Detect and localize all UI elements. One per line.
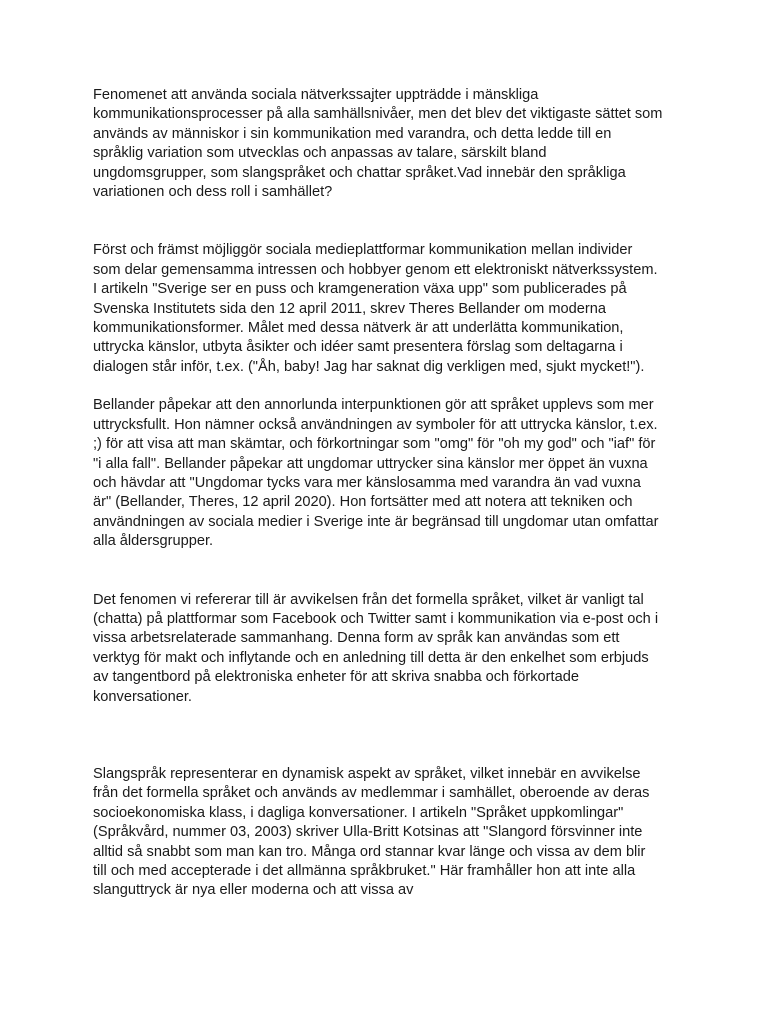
paragraph-spacer xyxy=(93,552,663,591)
paragraph-spacer xyxy=(93,377,663,396)
paragraph-slang: Slangspråk representerar en dynamisk aspekt av språket, vilket innebär en avvikelse från det formella språket och används av medlemmar i samhället, oberoende av deras socioekonomiska klass, i dagliga konversationer. I artikeln "Språket uppkomlingar" (Språkvård, nummer 03, 2003) skriver Ulla-Britt Kotsinas att "Slangord försvinner inte alltid så snabbt som man kan tro. Många ord stannar kvar länge och vissa av dem blir till och med accepterade i det allmänna språkbruket." Här framhåller hon att inte alla slanguttryck är nya eller moderna och att vissa av xyxy=(93,765,650,899)
paragraph-spacer xyxy=(93,202,663,241)
paragraph-spacer xyxy=(93,707,663,765)
paragraph-bellander: Bellander påpekar att den annorlunda interpunktionen gör att språket upplevs som mer uttrycksfullt. Hon nämner också användningen av symboler för att uttrycka känslor, t.ex. ;) för att visa att man skämtar, och förkortningar som "omg" för "oh my god" och "iaf" för "i alla fall". Bellander påpekar att ungdomar uttrycker sina känslor mer öppet än vuxna och hävdar att "Ungdomar tycks vara mer känslosamma med varandra än vad vuxna är" (Bellander, Theres, 12 april 2020). Hon fortsätter med att notera att tekniken och användningen av sociala medier i Sverige inte är begränsad till ungdomar utan omfattar alla åldersgrupper. xyxy=(93,397,659,550)
paragraph-intro: Fenomenet att använda sociala nätverkssajter uppträdde i mänskliga kommunikationsprocesser på alla samhällsnivåer, men det blev det viktigaste sättet som används av människor i sin kommunikation med varandra, och detta ledde till en språklig variation som utvecklas och anpassas av talare, särskilt bland ungdomsgrupper, som slangspråket och chattar språket.Vad innebär den språkliga variationen och dess roll i samhället? xyxy=(93,87,663,201)
paragraph-formal-language: Det fenomen vi refererar till är avvikelsen från det formella språket, vilket är vanligt tal (chatta) på plattformar som Facebook och Twitter samt i kommunikation via e-post och i vissa arbetsrelaterade sammanhang. Denna form av språk kan användas som ett verktyg för makt och inflytande och en anledning till detta är den enkelhet som erbjuds av tangentbord på elektroniska enheter för att skriva snabba och förkortade konversationer. xyxy=(93,591,659,705)
paragraph-social-media: Först och främst möjliggör sociala medieplattformar kommunikation mellan individer som delar gemensamma intressen och hobbyer genom ett elektroniskt nätverkssystem. I artikeln "Sverige ser en puss och kramgeneration växa upp" som publicerades på Svenska Institutets sida den 12 april 2011, skrev Theres Bellander om moderna kommunikationsformer. Målet med dessa nätverk är att underlätta kommunikation, uttrycka känslor, utbyta åsikter och idéer samt presentera förslag som deltagarna i dialogen står inför, t.ex. ("Åh, baby! Jag har saknat dig verkligen med, sjukt mycket!"). xyxy=(93,242,658,375)
document-page xyxy=(93,86,663,901)
